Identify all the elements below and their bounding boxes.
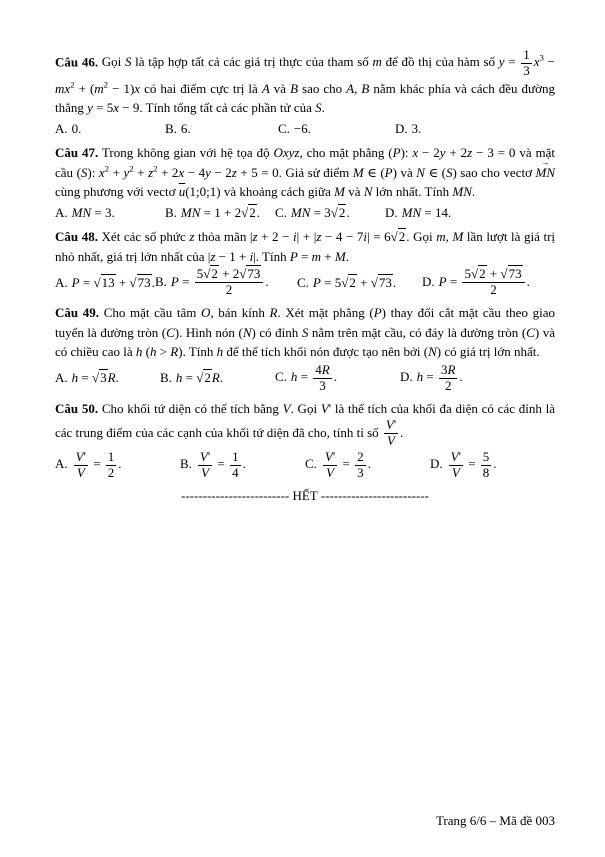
answer-option-d xyxy=(385,203,555,223)
option-text: h = $\frac{4R}{3}$ . xyxy=(290,361,337,393)
option-label: D. xyxy=(385,204,398,220)
question-body xyxy=(55,303,555,362)
option-text: h = √3R. xyxy=(71,370,119,386)
question-text: Xét các số phức z thỏa mãn |z + 2 − i| + |z − 4 − 7i| = 6√2. Gọi m, M lần lượt là giá trị nhỏ nhất, giá trị lớn nhất của |z − 1 + i|. Tính P = m + M. xyxy=(55,229,556,264)
answer-options xyxy=(55,363,555,394)
answer-option-b xyxy=(160,368,275,388)
option-label: A. xyxy=(55,456,68,472)
option-label: A. xyxy=(55,275,68,291)
end-divider: ------------------------- HẾT ------------------------- xyxy=(181,487,429,503)
option-text: MN = 1 + 2√2. xyxy=(180,204,260,220)
option-text: $\frac{V'}{V}$ = $\frac{5}{8}$ . xyxy=(450,449,497,480)
answer-option-d xyxy=(422,267,555,298)
question-body xyxy=(55,227,555,266)
option-label: A. xyxy=(55,370,68,386)
answer-option-c xyxy=(305,450,430,481)
option-text: MN = 3√2. xyxy=(290,204,350,220)
answer-option-c xyxy=(297,273,422,293)
question-body xyxy=(55,143,555,202)
option-label: A. xyxy=(55,204,68,220)
option-text: 6. xyxy=(180,120,191,136)
question-number: Câu 50. xyxy=(55,400,99,416)
option-label: B. xyxy=(180,456,192,472)
option-label: B. xyxy=(160,370,172,386)
option-text: MN = 3. xyxy=(71,204,115,220)
answer-option-a xyxy=(55,119,165,139)
answer-options xyxy=(55,267,555,298)
question-47 xyxy=(55,143,555,222)
answer-option-c xyxy=(278,119,395,139)
option-text: $\frac{V'}{V}$ = $\frac{2}{3}$ . xyxy=(324,449,371,480)
option-label: D. xyxy=(395,120,408,136)
question-body xyxy=(55,48,555,118)
option-label: C. xyxy=(275,369,287,385)
answer-option-b xyxy=(155,267,297,298)
option-text: h = √2R. xyxy=(175,370,224,386)
option-text: $\frac{V'}{V}$ = $\frac{1}{2}$ . xyxy=(75,449,122,480)
question-number: Câu 47. xyxy=(55,145,99,161)
option-text: P = √13 + √73. xyxy=(71,275,155,291)
option-label: A. xyxy=(55,120,68,136)
page-footer: Trang 6/6 – Mã đề 003 xyxy=(435,813,555,828)
option-label: D. xyxy=(400,369,413,385)
option-label: B. xyxy=(165,204,177,220)
option-label: C. xyxy=(278,120,290,136)
question-text: Trong không gian với hệ tọa độ Oxyz, cho mặt phẳng (P): x − 2y + 2z − 3 = 0 và mặt cầu (S): $x^2 + y^2 + z^2 + 2x - 4y - 2z + 5 = 0$. Giả sử điểm M ∈ (P) và N ∈ (S) sao cho vectơ MN → cùng phương với vectơ $\overline{u}(1;0;1)$ và khoảng cách giữa M và N lớn nhất. Tính MN. xyxy=(55,145,555,199)
option-text: P = $\frac{5√2 + 2√73}{2}$ . xyxy=(170,266,269,298)
answer-option-b xyxy=(180,450,305,481)
option-label: C. xyxy=(275,204,287,220)
answer-options xyxy=(55,203,555,223)
answer-option-a xyxy=(55,203,165,223)
question-number: Câu 46. xyxy=(55,54,99,70)
option-text: 3. xyxy=(411,120,422,136)
question-number: Câu 49. xyxy=(55,305,100,321)
option-text: P = 5√2 + √73. xyxy=(312,275,397,291)
answer-option-c xyxy=(275,363,400,394)
option-text: −6. xyxy=(293,120,312,136)
answer-option-d xyxy=(395,119,555,139)
option-label: C. xyxy=(297,275,309,291)
option-label: B. xyxy=(155,273,167,289)
answer-option-d xyxy=(400,363,555,394)
option-text: $\frac{V'}{V}$ = $\frac{1}{4}$ . xyxy=(199,449,246,480)
question-body xyxy=(55,399,555,449)
option-text: P = $\frac{5√2 + √73}{2}$ . xyxy=(438,266,530,298)
answer-option-a xyxy=(55,450,180,481)
option-text: MN = 14. xyxy=(401,204,452,220)
question-48 xyxy=(55,227,555,298)
option-label: D. xyxy=(422,273,435,289)
answer-option-b xyxy=(165,119,278,139)
question-49 xyxy=(55,303,555,393)
question-50 xyxy=(55,399,555,481)
option-label: B. xyxy=(165,120,177,136)
question-text: Gọi S là tập hợp tất cả các giá trị thực của tham số m để đồ thị của hàm số y = $\frac{1}{3}$ $x^3 - mx^2 + (m^2 - 1)x$ có hai điểm cực trị là A và B sao cho A, B nằm khác phía và cách đều đường thẳng y = 5x − 9. Tính tổng tất cả các phần tử của S. xyxy=(55,47,555,116)
question-number: Câu 48. xyxy=(55,229,98,245)
answer-option-d xyxy=(430,450,555,481)
question-text: Cho mặt cầu tâm O, bán kính R. Xét mặt phẳng (P) thay đổi cắt mặt cầu theo giao tuyến là đường tròn (C). Hình nón (N) có đỉnh S nằm trên mặt cầu, có đáy là đường tròn (C) và có chiều cao là h (h > R). Tính h để thể tích khối nón được tạo nên bởi (N) có giá trị lớn nhất. xyxy=(55,305,555,360)
answer-option-c xyxy=(275,203,385,223)
answer-option-a xyxy=(55,368,160,388)
option-label: C. xyxy=(305,456,317,472)
answer-options xyxy=(55,450,555,481)
answer-options xyxy=(55,119,555,139)
question-46 xyxy=(55,48,555,138)
option-label: D. xyxy=(430,456,443,472)
question-text: Cho khối tứ diện có thể tích bằng V. Gọi V' là thể tích của khối đa diện có các đỉnh là các trung điểm của các cạnh của khối tứ diện đã cho, tính tỉ số $\frac{V'}{V}$ . xyxy=(55,400,555,449)
answer-option-b xyxy=(165,203,275,223)
answer-option-a xyxy=(55,273,155,293)
option-text: 0. xyxy=(71,120,82,136)
option-text: h = $\frac{3R}{2}$ . xyxy=(416,361,463,393)
